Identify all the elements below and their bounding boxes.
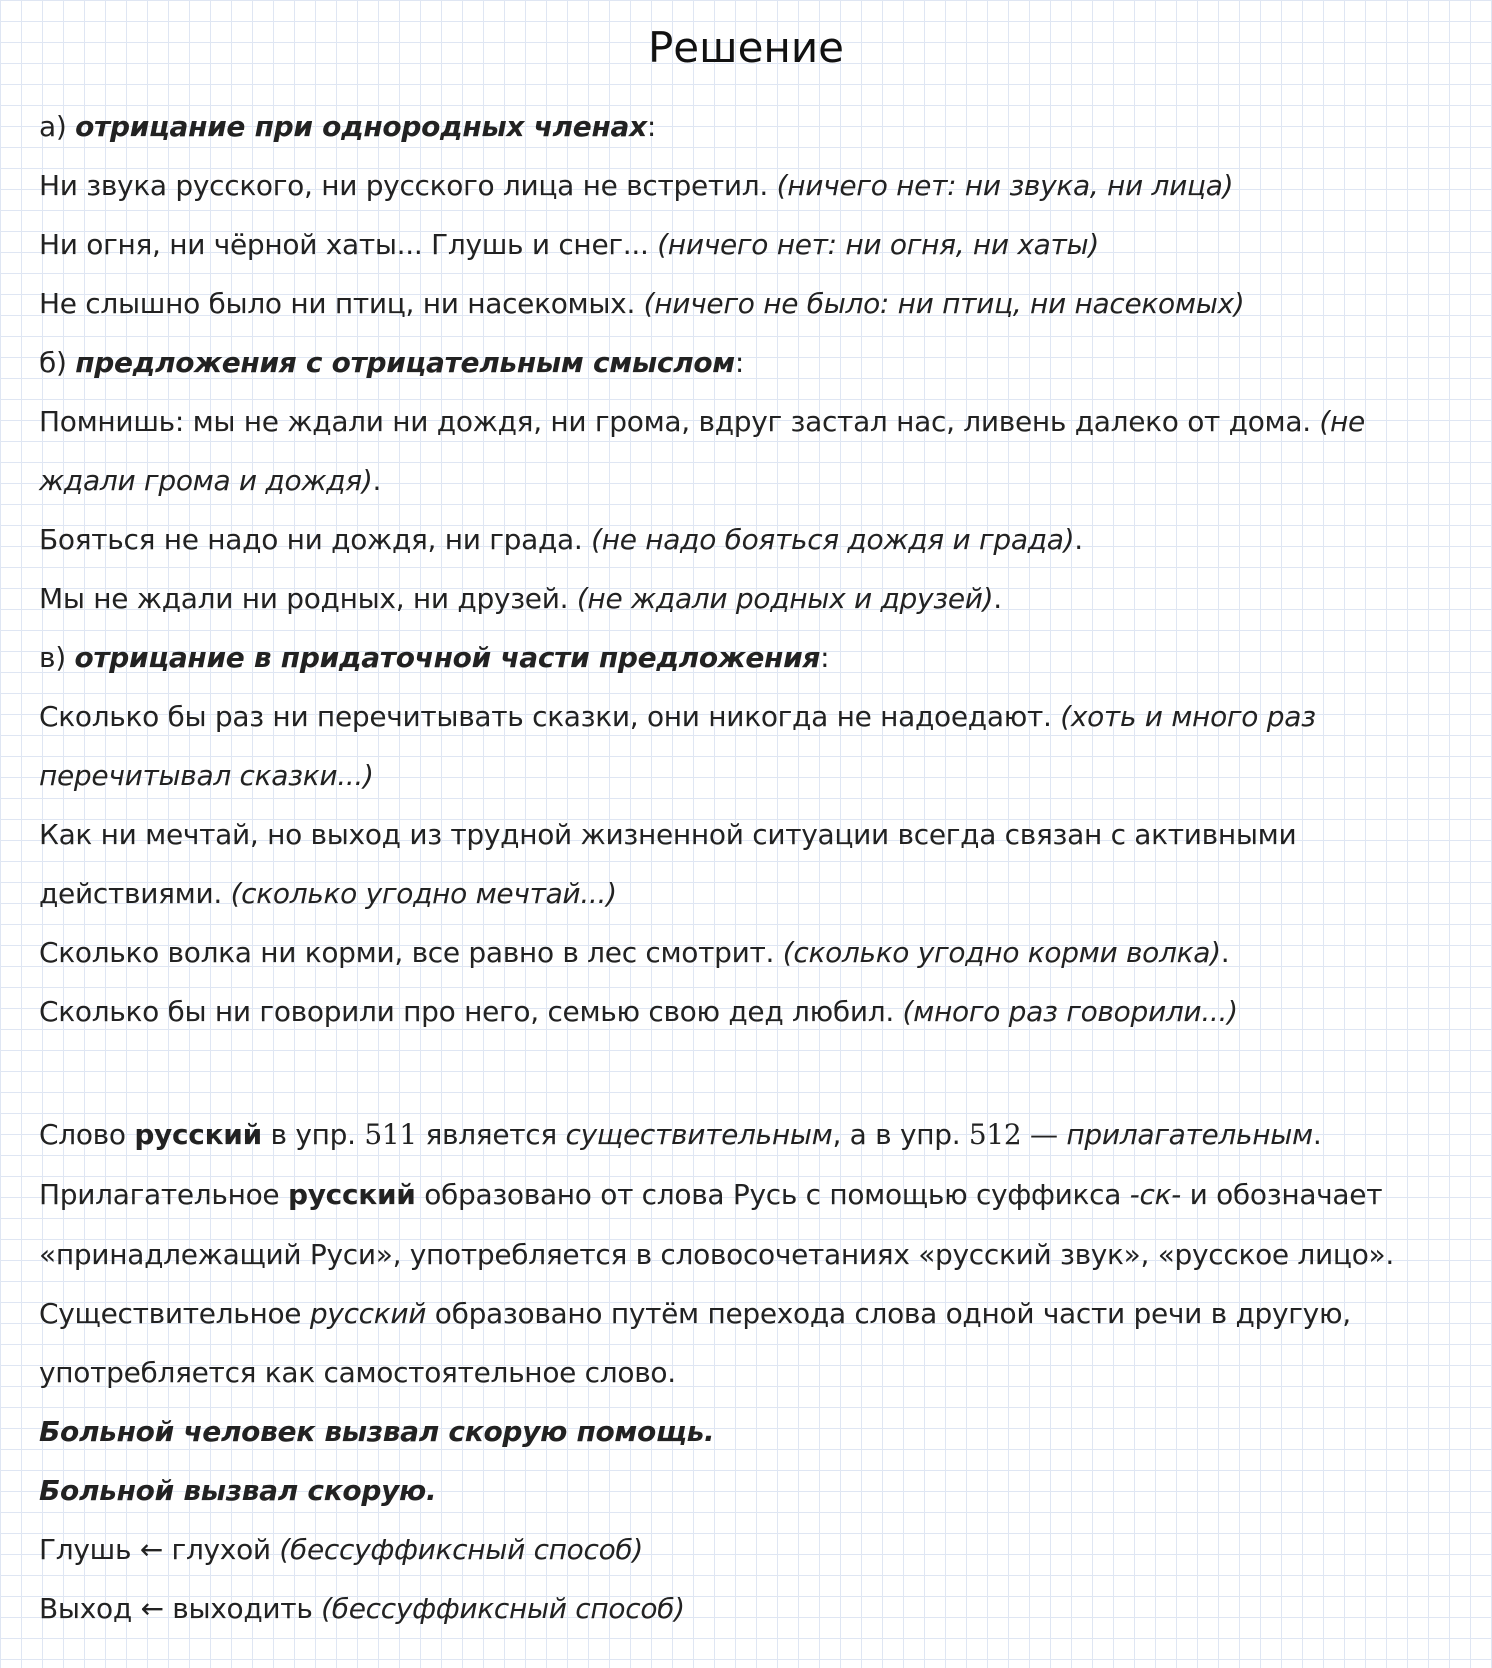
word-russkiy-statement	[39, 1105, 1459, 1165]
explanation: (не	[1319, 405, 1365, 438]
text: является	[416, 1118, 566, 1151]
text: Существительное	[39, 1297, 310, 1330]
section-v-item-1-line-2	[39, 746, 1459, 805]
sentence: Не слышно было ни птиц, ни насекомых.	[39, 287, 644, 320]
derivation-1	[39, 1520, 1459, 1579]
example-sentence-2: Больной вызвал скорую.	[39, 1474, 437, 1507]
solution-text	[39, 97, 1459, 1638]
sentence: Сколько бы ни говорили про него, семью свою дед любил.	[39, 995, 903, 1028]
section-v-title: отрицание в придаточной части предложения	[74, 641, 821, 674]
section-v-heading	[39, 628, 1459, 687]
adjective-explanation-line-2: «принадлежащий Руси», употребляется в словосочетаниях «русский звук», «русское лицо».	[39, 1238, 1394, 1271]
section-v-item-1-line-1	[39, 687, 1459, 746]
section-b-heading	[39, 333, 1459, 392]
sentence: Сколько волка ни корми, все равно в лес смотрит.	[39, 936, 783, 969]
keyword: русский	[309, 1297, 427, 1330]
section-v-item-2-line-2	[39, 864, 1459, 923]
sentence: Ни звука русского, ни русского лица не встретил.	[39, 169, 777, 202]
part-of-speech: прилагательным	[1066, 1118, 1313, 1151]
section-a-item-1	[39, 156, 1459, 215]
period: .	[1312, 1118, 1322, 1151]
text: Прилагательное	[39, 1178, 288, 1211]
sentence: Сколько бы раз ни перечитывать сказки, они никогда не надоедают.	[39, 700, 1061, 733]
explanation: (не надо бояться дождя и града)	[591, 523, 1075, 556]
text: , а в упр.	[832, 1118, 969, 1151]
part-of-speech: существительным	[565, 1118, 833, 1151]
section-v-item-3	[39, 923, 1459, 982]
section-b-item-2	[39, 510, 1459, 569]
sentence: Помнишь: мы не ждали ни дождя, ни грома, вдруг застал нас, ливень далеко от дома.	[39, 405, 1320, 438]
section-a-prefix: а)	[39, 110, 76, 143]
dash: —	[1021, 1118, 1067, 1151]
example-sentence-1: Больной человек вызвал скорую помощь.	[39, 1415, 715, 1448]
explanation: ждали грома и дождя)	[39, 464, 373, 497]
text: Глушь ← глухой	[39, 1533, 280, 1566]
page-title: Решение	[647, 23, 845, 72]
explanation: (много раз говорили...)	[902, 995, 1238, 1028]
section-v-item-2-line-1	[39, 805, 1459, 864]
keyword: русский	[287, 1178, 416, 1211]
period: .	[1074, 523, 1083, 556]
explanation: (бессуффиксный способ)	[279, 1533, 644, 1566]
text: Слово	[39, 1118, 135, 1151]
section-v-colon: :	[820, 641, 830, 674]
sentence: действиями.	[39, 877, 231, 910]
period: .	[1220, 936, 1230, 969]
derivation-2	[39, 1579, 1459, 1638]
explanation: перечитывал сказки...)	[39, 759, 374, 792]
section-b-item-1-line-1	[39, 392, 1459, 451]
explanation: (сколько угодно мечтай...)	[230, 877, 617, 910]
exercise-number: 511	[364, 1118, 417, 1151]
suffix: -ск-	[1129, 1178, 1181, 1211]
noun-explanation-line-2: употребляется как самостоятельное слово.	[39, 1356, 676, 1389]
sentence: Как ни мечтай, но выход из трудной жизненной ситуации всегда связан с активными	[39, 818, 1297, 851]
text: Выход ← выходить	[39, 1592, 322, 1625]
text: и обозначает	[1181, 1178, 1383, 1211]
explanation: (ничего нет: ни звука, ни лица)	[776, 169, 1234, 202]
section-a-colon: :	[646, 110, 656, 143]
explanation: (не ждали родных и друзей)	[576, 582, 994, 615]
noun-explanation-line-1	[39, 1284, 1459, 1343]
text: образовано от слова Русь с помощью суффикса	[415, 1178, 1130, 1211]
explanation: (ничего не было: ни птиц, ни насекомых)	[643, 287, 1245, 320]
spacer	[39, 1041, 1459, 1105]
explanation: (хоть и много раз	[1060, 700, 1316, 733]
section-a-item-3	[39, 274, 1459, 333]
section-v-item-4	[39, 982, 1459, 1041]
period: .	[993, 582, 1002, 615]
section-b-prefix: б)	[39, 346, 76, 379]
exercise-number: 512	[968, 1118, 1022, 1151]
period: .	[372, 464, 382, 497]
adjective-explanation-line-1	[39, 1165, 1459, 1225]
section-a-item-2	[39, 215, 1459, 274]
section-v-prefix: в)	[39, 641, 75, 674]
section-b-item-3	[39, 569, 1459, 628]
section-b-title: предложения с отрицательным смыслом	[75, 346, 735, 379]
explanation: (бессуффиксный способ)	[321, 1592, 685, 1625]
section-a-title: отрицание при однородных членах	[75, 110, 647, 143]
text: образовано путём перехода слова одной части речи в другую,	[426, 1297, 1351, 1330]
keyword: русский	[134, 1118, 262, 1151]
sentence: Мы не ждали ни родных, ни друзей.	[39, 582, 577, 615]
sentence: Ни огня, ни чёрной хаты... Глушь и снег...	[39, 228, 658, 261]
section-a-heading	[39, 97, 1459, 156]
section-b-colon: :	[734, 346, 745, 379]
explanation: (ничего нет: ни огня, ни хаты)	[657, 228, 1099, 261]
explanation: (сколько угодно корми волка)	[782, 936, 1221, 969]
section-b-item-1-line-2	[39, 451, 1459, 510]
sentence: Бояться не надо ни дождя, ни града.	[39, 523, 592, 556]
text: в упр.	[261, 1118, 365, 1151]
